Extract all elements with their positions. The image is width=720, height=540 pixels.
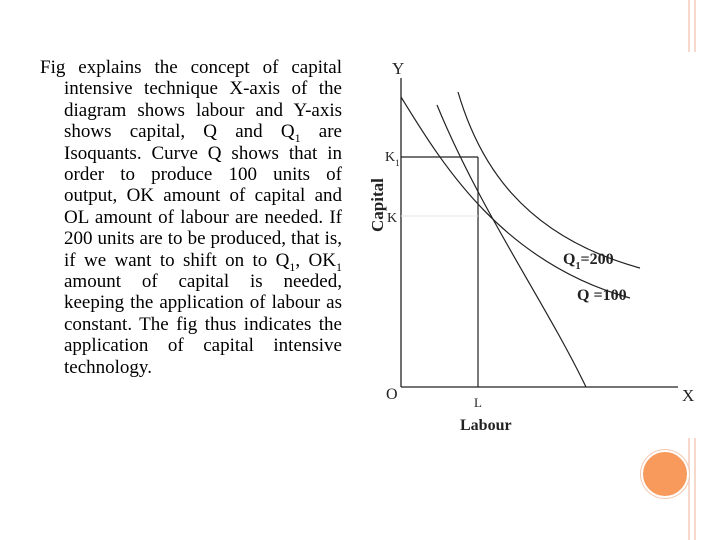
k-label: K — [387, 211, 398, 226]
paragraph-part-2: are Isoquants. Curve Q shows that in order to produce 100 units of output, OK amount of capital and OL amount of labour are needed. If 200 units are to be produced, that is, if we want to shift on to Q — [64, 121, 342, 271]
k1-label: $K_1$ — [385, 150, 400, 168]
origin-label: O — [386, 386, 398, 403]
paragraph-subscript-3: 1 — [335, 259, 342, 274]
y-axis-letter: Y — [392, 59, 405, 78]
l-label: L — [474, 395, 482, 410]
paragraph-part-4: amount of capital is needed, keeping the application of labour as constant. The fig thus indicates the application of capital intensive technology. — [64, 271, 342, 378]
isocost-line — [437, 105, 586, 387]
isoquant-q1-curve — [458, 92, 640, 268]
x-axis-title: Labour — [460, 417, 512, 434]
paragraph-subscript-1: 1 — [294, 131, 301, 146]
isoquant-q1-label: $Q_1=200$ — [563, 251, 614, 272]
paragraph-part-3: , OK — [295, 249, 336, 271]
x-axis-letter: X — [682, 386, 695, 405]
y-axis-title: Capital — [368, 178, 387, 232]
paragraph-subscript-2: 1 — [289, 259, 296, 274]
paragraph-part-1: Fig explains the concept of capital intensive technique X-axis of the diagram shows labour and Y-axis shows capital, Q and Q — [40, 57, 342, 143]
isoquant-q-label: Q =100 — [577, 287, 627, 304]
